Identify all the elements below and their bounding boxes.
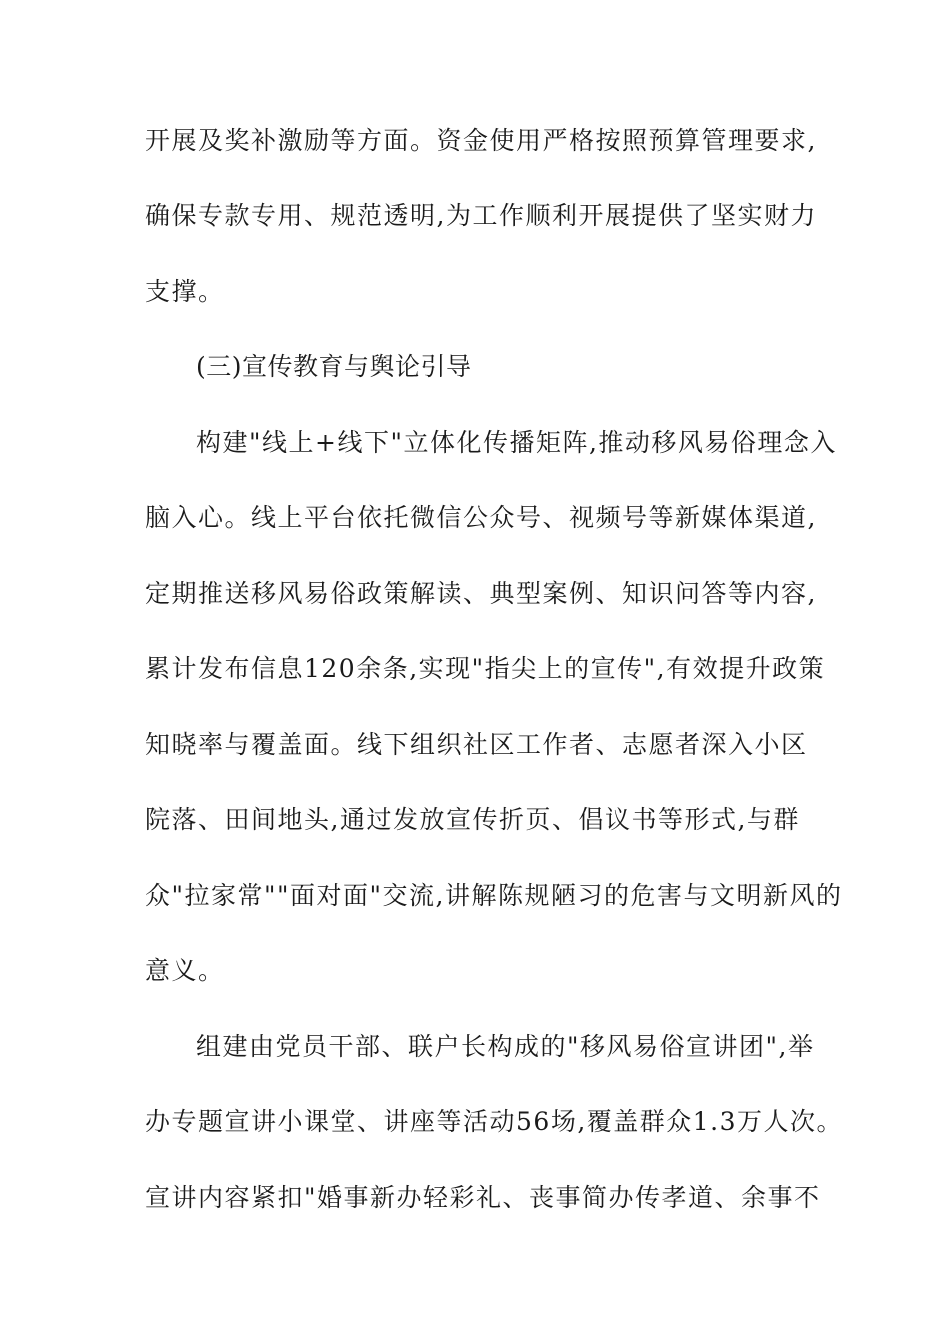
paragraph-start-line: 构建"线上+线下"立体化传播矩阵,推动移风易俗理念入: [196, 428, 837, 457]
text-line: 支撑。: [145, 277, 225, 306]
text-line: 众"拉家常""面对面"交流,讲解陈规陋习的危害与文明新风的: [145, 881, 843, 910]
text-line: 知晓率与覆盖面。线下组织社区工作者、志愿者深入小区: [145, 730, 808, 759]
text-line: 院落、田间地头,通过发放宣传折页、倡议书等形式,与群: [145, 805, 800, 834]
text-line: 累计发布信息120余条,实现"指尖上的宣传",有效提升政策: [145, 654, 826, 683]
text-line: 办专题宣讲小课堂、讲座等活动56场,覆盖群众1.3万人次。: [145, 1107, 844, 1136]
text-line: 脑入心。线上平台依托微信公众号、视频号等新媒体渠道,: [145, 503, 817, 532]
section-heading: (三)宣传教育与舆论引导: [196, 352, 472, 381]
text-line: 意义。: [145, 956, 225, 985]
text-line: 定期推送移风易俗政策解读、典型案例、知识问答等内容,: [145, 579, 817, 608]
text-line: 宣讲内容紧扣"婚事新办轻彩礼、丧事简办传孝道、余事不: [145, 1183, 821, 1212]
text-line: 开展及奖补激励等方面。资金使用严格按照预算管理要求,: [145, 126, 817, 155]
text-line: 确保专款专用、规范透明,为工作顺利开展提供了坚实财力: [145, 201, 817, 230]
paragraph-start-line: 组建由党员干部、联户长构成的"移风易俗宣讲团",举: [196, 1032, 815, 1061]
